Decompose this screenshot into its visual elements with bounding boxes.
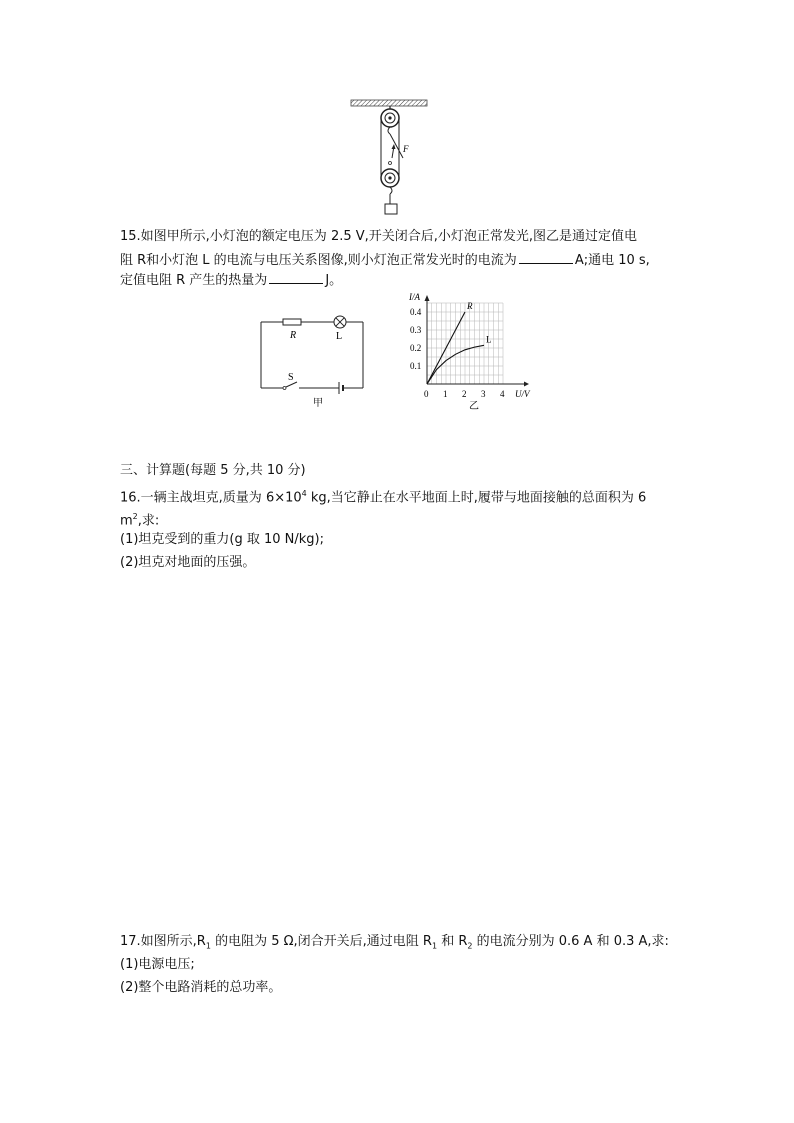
q16-line2 <box>120 507 159 531</box>
q15-line3-text: 定值电阻 R 产生的热量为 <box>120 273 268 288</box>
hanging-weight <box>385 204 397 214</box>
force-label: F <box>403 144 409 154</box>
q15-line3-text-end: J。 <box>325 273 343 288</box>
x-tick-label: 1 <box>443 389 448 399</box>
x-axis-label: U/V <box>515 389 530 399</box>
resistor <box>283 319 301 325</box>
q16-line1-text: 16.一辆主战坦克,质量为 6×10 <box>120 490 302 506</box>
y-tick-label: 0.2 <box>410 343 422 353</box>
lamp-label: L <box>336 331 343 342</box>
q17-line1 <box>120 932 669 957</box>
q15-line2 <box>120 251 650 271</box>
y-tick-label: 0.3 <box>410 325 422 335</box>
q16-line2-text: ,求: <box>137 513 160 529</box>
q16-sub1: (1)坦克受到的重力(g 取 10 N/kg); <box>120 532 325 547</box>
q15-line2-text-end: A;通电 10 s, <box>574 253 650 268</box>
q17-text-2: 的电阻为 5 Ω,闭合开关后,通过电阻 R <box>210 934 432 949</box>
q16-sub2: (2)坦克对地面的压强。 <box>120 555 256 570</box>
pulley-figure <box>345 96 435 218</box>
q16-unit: m <box>120 513 133 529</box>
circuit-figure <box>255 310 373 412</box>
x-tick-label: 0 <box>424 389 429 399</box>
q17-sub2: (2)整个电路消耗的总功率。 <box>120 980 282 995</box>
answer-blank-current[interactable] <box>519 251 573 264</box>
q17-sub-3: 2 <box>467 941 473 951</box>
chart-caption: 乙 <box>469 401 479 412</box>
q17-sub1: (1)电源电压; <box>120 957 195 972</box>
q17-sub-2: 1 <box>431 941 438 951</box>
q16-unit-exponent: 2 <box>132 512 138 521</box>
q17-text-1: 17.如图所示,R <box>120 934 206 949</box>
q17-text-3: 和 R <box>437 934 468 949</box>
section-heading: 三、计算题(每题 5 分,共 10 分) <box>120 463 306 478</box>
q16-line1 <box>120 484 646 508</box>
q15-line3 <box>120 271 342 291</box>
switch-label: S <box>288 372 294 383</box>
series-label-L: L <box>486 334 492 345</box>
x-tick-label: 4 <box>500 389 505 399</box>
y-tick-label: 0.4 <box>410 307 422 317</box>
answer-blank-heat[interactable] <box>269 271 323 284</box>
q16-exponent: 4 <box>301 489 307 498</box>
ceiling <box>351 100 427 106</box>
iu-chart <box>405 289 535 413</box>
x-tick-label: 3 <box>481 389 486 399</box>
resistor-label: R <box>290 330 297 341</box>
y-tick-label: 0.1 <box>410 361 422 371</box>
q15-line2-text: 阻 R和小灯泡 L 的电流与电压关系图像,则小灯泡正常发光时的电流为 <box>120 253 517 268</box>
series-label-R: R <box>467 301 473 311</box>
q17-text-4: 的电流分别为 0.6 A 和 0.3 A,求: <box>472 934 669 949</box>
x-tick-label: 2 <box>462 389 467 399</box>
y-axis-label: I/A <box>409 292 420 302</box>
circuit-caption: 甲 <box>313 398 323 409</box>
chart-grid <box>427 303 503 384</box>
q17-sub-1: 1 <box>205 941 211 951</box>
q16-line1-text-end: kg,当它静止在水平地面上时,履带与地面接触的总面积为 6 <box>306 490 647 506</box>
q15-line1: 15.如图甲所示,小灯泡的额定电压为 2.5 V,开关闭合后,小灯泡正常发光,图乙是通过定值电 <box>120 229 638 244</box>
